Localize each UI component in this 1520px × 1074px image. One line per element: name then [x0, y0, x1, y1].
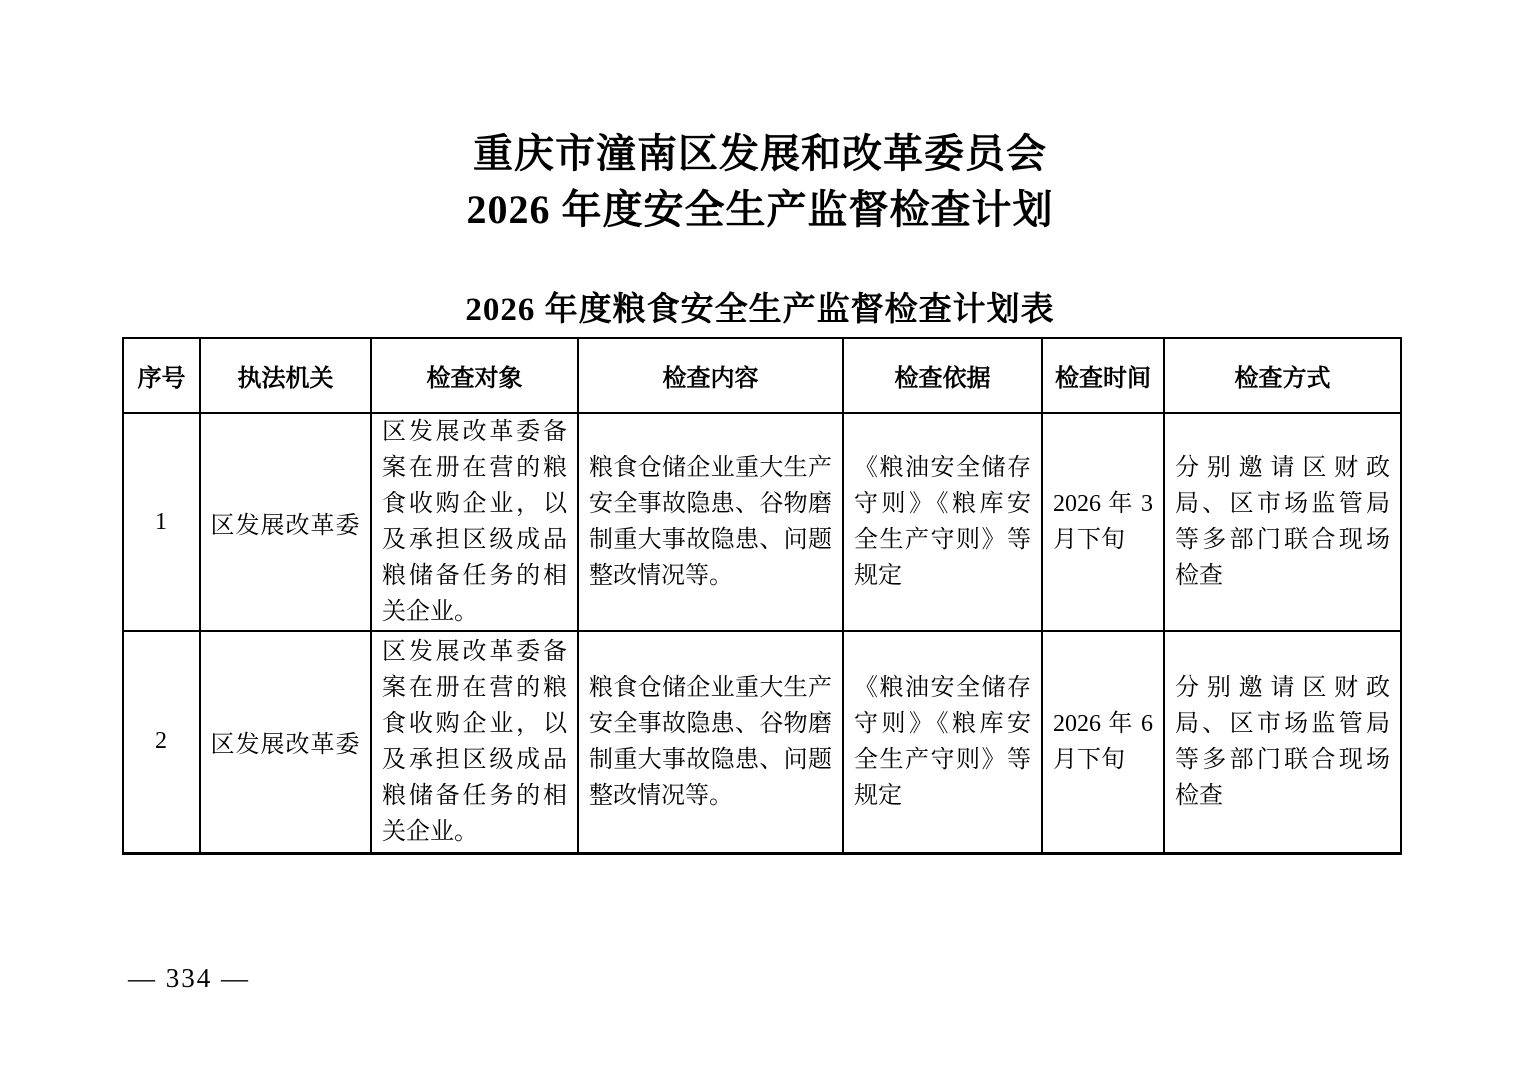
document-title: [0, 126, 1520, 238]
col-header-method: 检查方式: [1164, 338, 1401, 413]
cell-content: 粮食仓储企业重大生产安全事故隐患、谷物磨制重大事故隐患、问题整改情况等。: [578, 413, 843, 631]
table-header-row: [123, 338, 1401, 413]
cell-method: 分别邀请区财政局、区市场监管局等多部门联合现场检查: [1164, 413, 1401, 631]
page-number: — 334 —: [128, 963, 250, 993]
inspection-plan-table: [122, 337, 1402, 855]
table-row: [123, 631, 1401, 853]
cell-time: 2026 年 3 月下旬: [1042, 413, 1164, 631]
col-header-agency: 执法机关: [200, 338, 371, 413]
col-header-index: 序号: [123, 338, 200, 413]
cell-basis: 《粮油安全储存守则》《粮库安全生产守则》等规定: [843, 413, 1042, 631]
document-title-line2: 2026 年度安全生产监督检查计划: [466, 187, 1054, 232]
cell-agency: 区发展改革委: [200, 413, 371, 631]
cell-method: 分别邀请区财政局、区市场监管局等多部门联合现场检查: [1164, 631, 1401, 853]
table-row: [123, 413, 1401, 631]
cell-content: 粮食仓储企业重大生产安全事故隐患、谷物磨制重大事故隐患、问题整改情况等。: [578, 631, 843, 853]
table-caption: 2026 年度粮食安全生产监督检查计划表: [465, 292, 1055, 328]
cell-index: 2: [123, 631, 200, 853]
cell-target: 区发展改革委备案在册在营的粮食收购企业，以及承担区级成品粮储备任务的相关企业。: [371, 413, 578, 631]
col-header-target: 检查对象: [371, 338, 578, 413]
cell-index: 1: [123, 413, 200, 631]
cell-time: 2026 年 6 月下旬: [1042, 631, 1164, 853]
document-title-line1: 重庆市潼南区发展和改革委员会: [473, 131, 1047, 176]
cell-agency: 区发展改革委: [200, 631, 371, 853]
col-header-basis: 检查依据: [843, 338, 1042, 413]
col-header-time: 检查时间: [1042, 338, 1164, 413]
cell-basis: 《粮油安全储存守则》《粮库安全生产守则》等规定: [843, 631, 1042, 853]
cell-target: 区发展改革委备案在册在营的粮食收购企业，以及承担区级成品粮储备任务的相关企业。: [371, 631, 578, 853]
col-header-content: 检查内容: [578, 338, 843, 413]
